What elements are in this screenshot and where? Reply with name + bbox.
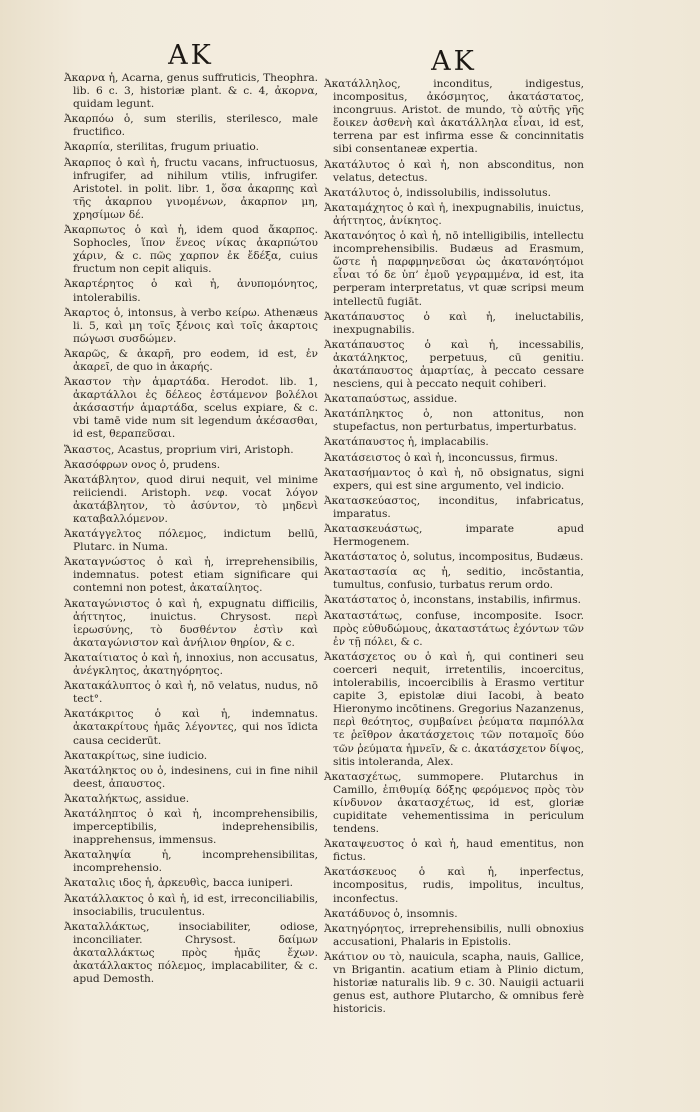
right-column-header: AK — [431, 46, 477, 77]
dictionary-entry: Ἀκαρπόω ὁ, sum sterilis, sterilesco, male fructifico. — [64, 113, 318, 139]
dictionary-entry: Ἀκατηγόρητος, irreprehensibilis, nulli obnoxius accusationi, Phalaris in Epistolis. — [324, 922, 584, 948]
dictionary-entry: Ἀκατάβλητον, quod dirui nequit, vel minime reiiciendi. Aristoph. νεφ. vocat λόγον ἀκατάβλητον, τὸ ἀσύντον, τὸ μηδενὶ καταβαλλόμενον. — [64, 473, 318, 525]
dictionary-entry: Ἀκασόφρων ονος ὁ, prudens. — [64, 458, 221, 471]
dictionary-entry: Ἀκατάσκευος ὁ καὶ ἡ, inperfectus, incompositus, rudis, impolitus, incultus, inconfectus. — [324, 866, 584, 905]
dictionary-entry: Ἀκατάσχετος ου ὁ καὶ ἡ, qui contineri seu coerceri nequit, irretentilis, incoercitus, intolerabilis, incoercibilis à Erasmo vertitur capite 3, epistolæ diui Iacobi, à beato Hieronymo incōtinens. Gregorius Nazanzenus, περὶ θεότητος, συμβαίνει ῥεύματα παμπόλλα τε ῥεῖθρον ἀκατάσχετοις τῶν ποταμοῖς δύο τῶν ῥεύματα ἡμνεῖν, & c. ἀκατάσχετον δίψος, sitis intoleranda, Alex. — [324, 650, 584, 768]
dictionary-entry: Ἀκατάστατος ὁ, inconstans, instabilis, infirmus. — [324, 594, 582, 607]
dictionary-entry: Ἀκαταίτιατος ὁ καὶ ἡ, innoxius, non accusatus, ἀνέγκλητος, ἀκατηγόρητος. — [64, 651, 318, 678]
dictionary-entry: Ἀκαταστασία ας ἡ, seditio, incōstantia, tumultus, confusio, turbatus rerum ordo. — [324, 566, 584, 592]
dictionary-entry: Ἀκαταληψία ἡ, incomprehensibilitas, incomprehensio. — [64, 849, 318, 875]
dictionary-entry: Ἀκατάσειστος ὁ καὶ ἡ, inconcussus, firmus. — [324, 451, 558, 464]
dictionary-entry: Ἀκατάπληκτος ὁ, non attonitus, non stupefactus, non perturbatus, imperturbatus. — [324, 408, 584, 434]
dictionary-entry: Ἀκατάπαυστος ὁ καὶ ἡ, ineluctabilis, inexpugnabilis. — [324, 310, 584, 336]
dictionary-entry: Ἀκατάπαυστος ἡ, implacabilis. — [324, 436, 489, 449]
right-column — [324, 48, 584, 1018]
dictionary-entry: Ἀκαρπωτος ὁ καὶ ἡ, idem quod ἄκαρπος. Sophocles, ἵπον ἕνεος νίκας ἀκαρπώτου χάριν, & c. πῶς χαρπον ἐκ ἔδέξα, cuius fructum non cepit aliquis. — [64, 224, 318, 276]
dictionary-entry: Ἀκατάληπτος ὁ καὶ ἡ, incomprehensibilis, imperceptibilis, indeprehensibilis, inapprehensus, immensus. — [64, 807, 318, 847]
dictionary-entry: Ἀκαταλις ιδος ἡ, ἀρκευθὶς, bacca iuniperi. — [64, 877, 293, 890]
dictionary-entry: Ἀκατασκευάστως, imparate apud Hermogenem. — [324, 523, 584, 549]
dictionary-entry: Ἀκαρῶς, & ἀκαρῆ, pro eodem, id est, ἐν ἀκαρεῖ, de quo in ἀκαρής. — [64, 347, 318, 373]
dictionary-entry: Ἀκατάδυνος ὁ, insomnis. — [324, 907, 458, 920]
dictionary-entry: Ἀκατανόητος ὁ καὶ ἡ, nō intelligibilis, intellectu incomprehensibilis. Budæus ad Erasmum, ὥστε ἡ παρφμηνεῦσαι ὡς ἀκατανόητόμοι εἶναι τό δε ὑπ’ ἐμοῦ γεγραμμένα, id est, ita perperam interpretatus, vt quæ scripsi meum intellectū fugiāt. — [324, 230, 584, 308]
dictionary-entry: Ἀκάτιον ου τὸ, nauicula, scapha, nauis, Gallice, vn Brigantin. acatium etiam à Plinio dictum, historiæ naturalis lib. 9 c. 30. Nauigii actuarii genus est, authore Plutarcho, & omnibus ferè historicis. — [324, 950, 584, 1016]
dictionary-entry: Ἀκαστον τὴν ἁμαρτάδα. Herodot. lib. 1, ἀκαρτάλλοι ἐς δέλεος ἐστάμενον βολέλοι ἀκάσαστήν ἁμαρτάδα, scelus expiare, & c. vbi tamē vide num sit legendum ἀκέσασθαι, id est, θεραπεῦσαι. — [64, 376, 318, 441]
dictionary-entry: Ἀκαταπαύστως, assidue. — [324, 393, 458, 406]
dictionary-entry: Ἀκατασκεύαστος, inconditus, infabricatus, imparatus. — [324, 494, 584, 520]
dictionary-entry: Ἀκατάκριτος ὁ καὶ ἡ, indemnatus. ἀκατακρίτους ἡμᾶς λέγοντες, qui nos īdicta causa ceciderūt. — [64, 708, 318, 747]
dictionary-entry: Ἀκαταστάτως, confuse, incomposite. Isocr. πρὸς εὐθυδώμους, ἀκαταστάτως ἐχόντων τῶν ἐν τῇ πόλει, & c. — [324, 609, 584, 648]
dictionary-entry: Ἀκατασήμαντος ὁ καὶ ἡ, nō obsignatus, signi expers, qui est sine argumento, vel indicio. — [324, 466, 584, 492]
dictionary-entry: Ἀκατάγγελτος πόλεμος, indictum bellū, Plutarc. in Numa. — [64, 528, 318, 554]
left-column — [64, 42, 318, 988]
dictionary-entry: Ἀκατασχέτως, summopere. Plutarchus in Camillo, ἐπιθυμίᾳ δόξης φερόμενος πρὸς τὸν κίνδυνον ἀκατασχέτως, id est, gloriæ cupiditate vehementissima in periculum tendens. — [324, 770, 584, 836]
dictionary-entry: Ἀκαταμάχητος ὁ καὶ ἡ, inexpugnabilis, inuictus, ἀήττητος, ἀνίκητος. — [324, 201, 584, 227]
left-column-header: AK — [168, 40, 214, 71]
dictionary-entry: Ἀκατακρίτως, sine iudicio. — [64, 749, 208, 762]
dictionary-entry: Ἀκατάλυτος ὁ καὶ ἡ, non absconditus, non velatus, detectus. — [324, 158, 584, 184]
right-entry-list — [324, 78, 584, 1016]
dictionary-entry: Ἀκαρπία, sterilitas, frugum priuatio. — [64, 141, 259, 154]
dictionary-entry: Ἄκαστος, Acastus, proprium viri, Aristoph. — [64, 443, 294, 456]
dictionary-entry: Ἀκατάληκτος ου ὁ, indesinens, cui in fine nihil deest, ἀπαυστος. — [64, 764, 318, 790]
dictionary-entry: Ἀκατακάλυπτος ὁ καὶ ἡ, nō velatus, nudus, nō tect°. — [64, 680, 318, 706]
dictionary-entry: Ἀκατάλυτος ὁ, indissolubilis, indissolutus. — [324, 186, 551, 199]
dictionary-entry: Ἀκαρνα ἡ, Acarna, genus suffruticis, Theophra. lib. 6 c. 3, historiæ plant. & c. 4, ἀκορνα, quidam legunt. — [64, 72, 318, 111]
dictionary-entry: Ἀκαρπος ὁ καὶ ἡ, fructu vacans, infructuosus, infrugifer, ad nihilum vtilis, infrugifer. Aristotel. in polit. libr. 1, ὅσα ἀκαρπης καὶ τῆς ἀκαρπου γινομένων, ἀκαρπον μη, χρησίμων δέ. — [64, 156, 318, 221]
left-entry-list — [64, 72, 318, 986]
dictionary-entry: Ἀκατάλληλος, inconditus, indigestus, incompositus, ἀκόσμητος, ἀκατάστατος, incongruus. Aristot. de mundo, τὸ αὐτῆς γῆς ἔοικεν ἀσθενὴ καὶ ἀκατάλληλα εἶναι, id est, terrena par est infirma esse & concinnitatis sibi consentaneæ expertia. — [324, 78, 584, 156]
dictionary-entry: Ἀκαρτέρητος ὁ καὶ ἡ, ἀνυπομόνητος, intolerabilis. — [64, 278, 318, 304]
dictionary-entry: Ἀκαταψευστος ὁ καὶ ἡ, haud ementitus, non fictus. — [324, 838, 584, 864]
dictionary-entry: Ἀκαταλλάκτως, insociabiliter, odiose, inconciliater. Chrysost. δαίμων ἀκαταλλάκτως πρὸς ἡμᾶς ἔχων. ἀκατάλλακτος πόλεμος, implacabiliter, & c. apud Demosth. — [64, 920, 318, 986]
dictionary-entry: Ἀκαταλήκτως, assidue. — [64, 792, 190, 805]
dictionary-entry: Ἀκαταγώνιστος ὁ καὶ ἡ, expugnatu difficilis, ἀήττητος, inuictus. Chrysost. περὶ ἱερωσύνης, τὸ δυσθέντον ἐστὶν καὶ ἀκαταγώνιστον καὶ ἀνήλιον θηρίον, & c. — [64, 597, 318, 649]
dictionary-entry: Ἀκαταγνώστος ὁ καὶ ἡ, irreprehensibilis, indemnatus. potest etiam significare qui contemni non potest, ἀκαταίλητος. — [64, 556, 318, 595]
dictionary-entry: Ἀκατάστατος ὁ, solutus, incompositus, Budæus. — [324, 551, 584, 564]
dictionary-entry: Ἀκατάπαυστος ὁ καὶ ἡ, incessabilis, ἀκατάληκτος, perpetuus, cū genitiu. ἀκατάπαυστος ἁμαρτίας, à peccato cessare nesciens, qui à peccato nequit cohiberi. — [324, 338, 584, 391]
dictionary-entry: Ἀκατάλλακτος ὁ καὶ ἡ, id est, irreconciliabilis, insociabilis, truculentus. — [64, 892, 318, 918]
dictionary-entry: Ἀκαρτος ὁ, intonsus, à verbo κείρω. Athenæus li. 5, καὶ μη τοῖς ξένοις καὶ τοῖς ἀκαρτοις πώγωσι συσδώμεν. — [64, 306, 318, 345]
